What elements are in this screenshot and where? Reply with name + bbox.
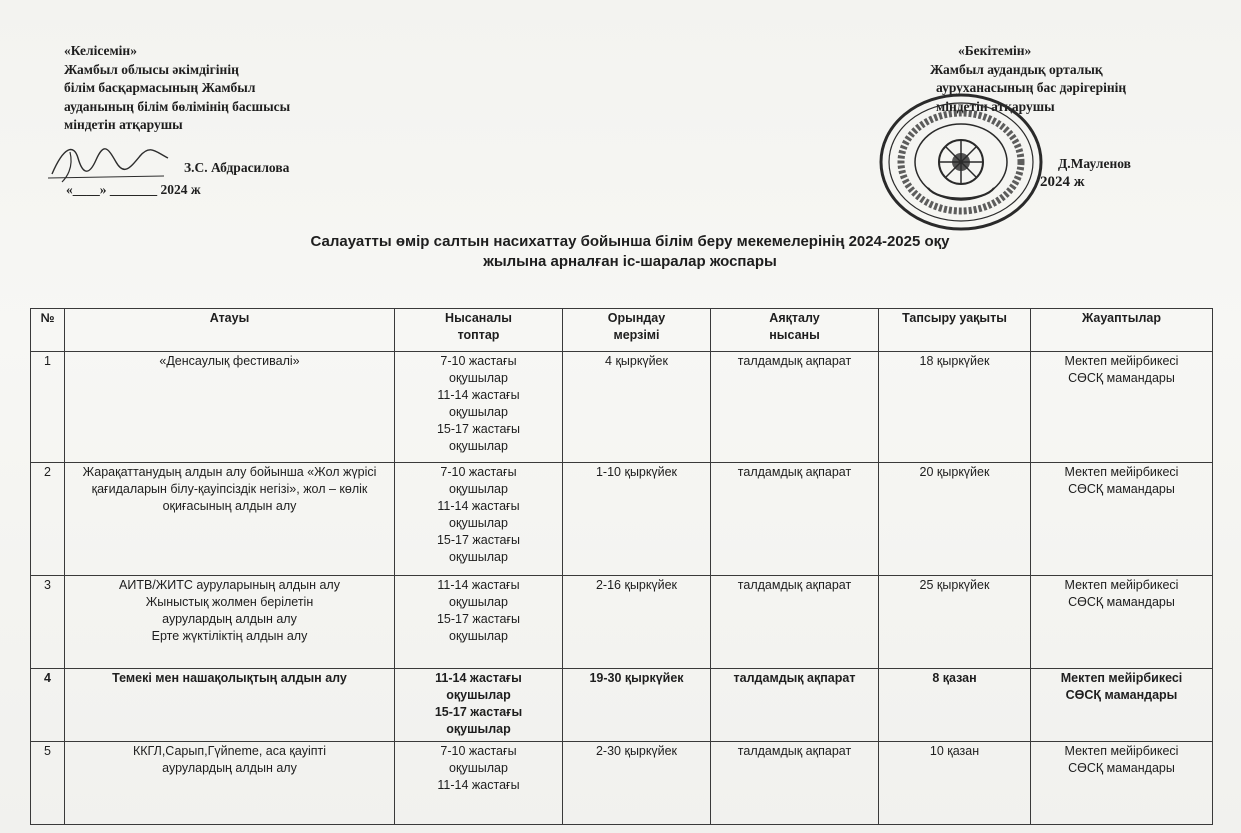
cell-form: талдамдық ақпарат [711, 463, 879, 576]
approved-line: Жамбыл аудандық орталық [930, 61, 1103, 77]
cell-num: 1 [31, 352, 65, 463]
cell-responsible: Мектеп мейірбикесі СӨСҚ мамандары [1031, 669, 1213, 742]
approved-date: 2024 ж [1040, 174, 1085, 190]
cell-target: 11-14 жастағы оқушылар 15-17 жастағы оқушылар [395, 669, 563, 742]
agreed-date: «____» _______ 2024 ж [66, 182, 201, 197]
title-line-1: Салауатты өмір салтын насихаттау бойынша білім беру мекемелерінің 2024-2025 оқу [310, 233, 950, 250]
cell-target: 7-10 жастағы оқушылар 11-14 жастағы оқушылар 15-17 жастағы оқушылар [395, 463, 563, 576]
table-row [31, 742, 1213, 825]
cell-name: Жарақаттанудың алдын алу бойынша «Жол жүрісі қағидаларын білу-қауіпсіздік негізі», жол – көлік оқиғасының алдын алу [65, 463, 395, 576]
cell-target: 7-10 жастағы оқушылар 11-14 жастағы [395, 742, 563, 825]
cell-name: «Денсаулық фестивалі» [65, 352, 395, 463]
cell-submit: 25 қыркүйек [879, 576, 1031, 669]
cell-form: талдамдық ақпарат [711, 669, 879, 742]
cell-submit: 18 қыркүйек [879, 352, 1031, 463]
approved-line: міндетін атқарушы [936, 98, 1055, 114]
cell-deadline: 4 қыркүйек [563, 352, 711, 463]
cell-form: талдамдық ақпарат [711, 742, 879, 825]
events-plan-table [30, 308, 1213, 825]
header-responsible: Жауаптылар [1031, 309, 1213, 352]
document-title [200, 232, 1060, 272]
agreed-line: Жамбыл облысы әкімдігінің [64, 61, 239, 77]
cell-deadline: 19-30 қыркүйек [563, 669, 711, 742]
agreed-line: білім басқармасының Жамбыл [64, 80, 256, 95]
cell-submit: 20 қыркүйек [879, 463, 1031, 576]
cell-deadline: 2-30 қыркүйек [563, 742, 711, 825]
agreed-block [64, 42, 384, 135]
approved-line: ауруханасының бас дәрігерінің [936, 80, 1127, 95]
table-row [31, 576, 1213, 669]
cell-submit: 10 қазан [879, 742, 1031, 825]
agreed-signer: З.С. Абдрасилова [184, 160, 290, 175]
header-num: № [31, 309, 65, 352]
cell-responsible: Мектеп мейірбикесі СӨСҚ мамандары [1031, 742, 1213, 825]
cell-deadline: 2-16 қыркүйек [563, 576, 711, 669]
table-header-row [31, 309, 1213, 352]
cell-target: 7-10 жастағы оқушылар 11-14 жастағы оқушылар 15-17 жастағы оқушылар [395, 352, 563, 463]
cell-name: Темекі мен нашақолықтың алдын алу [65, 669, 395, 742]
cell-name: ККГЛ,Сарып,Гүйneme, аса қауіпті аурулардың алдын алу [65, 742, 395, 825]
agreed-heading: «Келісемін» [64, 43, 137, 58]
cell-num: 5 [31, 742, 65, 825]
table-row [31, 669, 1213, 742]
title-line-2: жылына арналған іс-шаралар жоспары [483, 253, 777, 270]
cell-num: 3 [31, 576, 65, 669]
header-submit: Тапсыру уақыты [879, 309, 1031, 352]
cell-name: АИТВ/ЖИТС ауруларының алдын алу Жыныстық жолмен берілетін аурулардың алдын алу Ерте жүктіліктің алдын алу [65, 576, 395, 669]
cell-target: 11-14 жастағы оқушылар 15-17 жастағы оқушылар [395, 576, 563, 669]
header-form: Аяқталу нысаны [711, 309, 879, 352]
header-deadline: Орындау мерзімі [563, 309, 711, 352]
agreed-line: міндетін атқарушы [64, 117, 183, 132]
agreed-line: ауданының білім бөлімінің басшысы [64, 98, 291, 114]
cell-submit: 8 қазан [879, 669, 1031, 742]
cell-form: талдамдық ақпарат [711, 576, 879, 669]
table-row [31, 352, 1213, 463]
header-target: Нысаналы топтар [395, 309, 563, 352]
cell-form: талдамдық ақпарат [711, 352, 879, 463]
header-name: Атауы [65, 309, 395, 352]
official-seal [878, 92, 1044, 232]
cell-deadline: 1-10 қыркүйек [563, 463, 711, 576]
approved-signer: Д.Мауленов [1058, 156, 1131, 171]
approved-heading: «Бекітемін» [958, 43, 1032, 58]
cell-num: 4 [31, 669, 65, 742]
cell-num: 2 [31, 463, 65, 576]
table-row [31, 463, 1213, 576]
cell-responsible: Мектеп мейірбикесі СӨСҚ мамандары [1031, 576, 1213, 669]
signature-mark [44, 138, 174, 188]
cell-responsible: Мектеп мейірбикесі СӨСҚ мамандары [1031, 352, 1213, 463]
cell-responsible: Мектеп мейірбикесі СӨСҚ мамандары [1031, 463, 1213, 576]
